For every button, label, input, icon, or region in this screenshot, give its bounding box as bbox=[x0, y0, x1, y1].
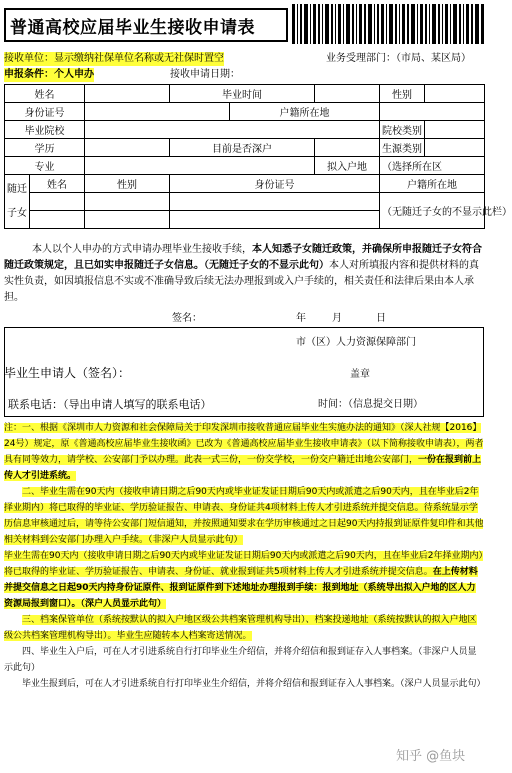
apply-date-label: 接收申请日期： bbox=[170, 69, 240, 80]
barcode-icon bbox=[292, 4, 484, 44]
watermark: 知乎 @鱼块 bbox=[396, 749, 466, 764]
child-id-label: 身份证号 bbox=[170, 175, 380, 193]
applicant-sign-label: 毕业生申请人（签名）： bbox=[4, 366, 131, 380]
school-label: 毕业院校 bbox=[5, 121, 85, 139]
target-label: 拟入户地 bbox=[315, 157, 380, 175]
children-label bbox=[5, 175, 30, 229]
declaration-part-2: 本人知悉子女随迁政策，并确保所申报随迁子女符合随迁政策规定，且已如实申报随迁子女信息。（无随迁子女的不显示此句） bbox=[4, 244, 482, 271]
id-label: 身份证号 bbox=[5, 103, 85, 121]
note-3-b: 在上传材料并提交信息之日起90天内持身份证原件、报到证原件到下述地址办理报到手续：报到地址（系统导出拟入户地的区人力资源局报到窗口）。（深户人员显示此句） bbox=[4, 567, 478, 609]
child-name-label: 姓名 bbox=[30, 175, 85, 193]
is-sz-value[interactable] bbox=[315, 139, 380, 157]
child-hint: （无随迁子女的不显示此栏） bbox=[380, 193, 485, 229]
gender-label: 性别 bbox=[380, 85, 425, 103]
gender-value[interactable] bbox=[425, 85, 485, 103]
major-value[interactable] bbox=[85, 157, 315, 175]
name-value[interactable] bbox=[85, 85, 170, 103]
note-5-a: 四、毕业生入户后，可在人才引进系统自行打印毕业生介绍信，并将介绍信和报到证存入人事档案。（非深户人员显示此句） bbox=[4, 647, 477, 673]
school-type-value[interactable] bbox=[425, 121, 485, 139]
huji-label: 户籍所在地 bbox=[230, 103, 380, 121]
note-2: 二、毕业生需在90天内（接收申请日期之后90天内或毕业证发证日期后90天内或派遣之后90天内，且在毕业后2年择业期内）将已取得的毕业证、学历验证报告、申请表、身份证共4项材料上传人才引进系统并提交信息。待系统显示学历信息审核通过后，请等待公安部门短信通知，并按照通知要求在学历审核通过之日起90天内持报到证原件复印件和其他相关材料到公安部门办理入户手续。（非深户人员显示此句） bbox=[4, 487, 484, 545]
degree-label: 学历 bbox=[5, 139, 85, 157]
note-4: 三、档案保管单位（系统按默认的拟入户地区级公共档案管理机构导出）、档案投递地址（系统按默认的拟入户地区级公共档案管理机构导出）。毕业生应随转本人档案寄送情况。 bbox=[4, 615, 477, 641]
major-label: 专业 bbox=[5, 157, 85, 175]
child-gender-label: 性别 bbox=[85, 175, 170, 193]
children-label-a: 随迁 bbox=[7, 183, 27, 195]
apply-condition: 申报条件：个人申办 bbox=[4, 69, 94, 80]
applicant-form-table bbox=[4, 84, 512, 229]
target-hint[interactable]: （选择所在区 bbox=[380, 157, 485, 175]
stamp-label: 盖章 bbox=[350, 369, 370, 380]
phone-label: 联系电话：（导出申请人填写的联系电话） bbox=[8, 398, 212, 411]
id-value[interactable] bbox=[85, 103, 230, 121]
notes-section bbox=[4, 420, 484, 692]
grad-time-value[interactable] bbox=[315, 85, 380, 103]
name-label: 姓名 bbox=[5, 85, 85, 103]
degree-value[interactable] bbox=[85, 139, 170, 157]
sign-day: 日 bbox=[376, 313, 386, 324]
sign-month: 月 bbox=[332, 313, 342, 324]
children-label-b: 子女 bbox=[7, 207, 27, 219]
note-5-b: 毕业生报到后，可在人才引进系统自行打印毕业生介绍信，并将介绍信和报到证存入人事档案。（深户人员显示此句） bbox=[22, 679, 486, 689]
school-type-label: 院校类别 bbox=[380, 121, 425, 139]
child-id-value[interactable] bbox=[170, 193, 380, 211]
school-value[interactable] bbox=[85, 121, 380, 139]
child-gender-value-2[interactable] bbox=[85, 211, 170, 229]
child-name-value[interactable] bbox=[30, 193, 85, 211]
declaration-text bbox=[4, 242, 484, 306]
dept-label: 业务受理部门：（市局、某区局） bbox=[326, 53, 471, 64]
is-sz-label: 目前是否深户 bbox=[170, 139, 315, 157]
child-id-value-2[interactable] bbox=[170, 211, 380, 229]
origin-type-value[interactable] bbox=[425, 139, 485, 157]
sign-year: 年 bbox=[296, 313, 306, 324]
receive-unit: 接收单位：显示缴纳社保单位名称或无社保时置空 bbox=[4, 53, 224, 64]
note-1-a: 注：一、根据《深圳市人力资源和社会保障局关于印发深圳市接收普通应届毕业生实施办法的通知》（深人社规【2016】24号）规定，原《普通高校应届毕业生接收函》已改为《普通高校应届毕业生接收申请表》（以下简称接收申请表），两者具有同等效力，请学校、公安部门予以办理。此表一式三份，一份交学校，一份交户籍迁出地公安部门， bbox=[4, 423, 484, 465]
child-gender-value[interactable] bbox=[85, 193, 170, 211]
bureau-label: 市（区）人力资源保障部门 bbox=[296, 337, 416, 348]
child-name-value-2[interactable] bbox=[30, 211, 85, 229]
page-title: 普通高校应届毕业生接收申请表 bbox=[10, 18, 255, 38]
grad-time-label: 毕业时间 bbox=[170, 85, 315, 103]
note-1-b: 一份在报到前上传人才引进系统。 bbox=[4, 455, 482, 481]
child-huji-label: 户籍所在地 bbox=[380, 175, 485, 193]
declaration-part-3: 本人对所填报内容和提供材料的真实性负责，如因填报信息不实或不准确导致后续无法办理报到或入户手续的，相关责任和法律后果由本人承担。 bbox=[4, 260, 479, 303]
huji-value[interactable] bbox=[380, 103, 485, 121]
origin-type-label: 生源类别 bbox=[380, 139, 425, 157]
declaration-part-1: 本人以个人申办的方式申请办理毕业生接收手续， bbox=[32, 244, 252, 255]
note-3-a: 毕业生需在90天内（接收申请日期之后90天内或毕业证发证日期后90天内或派遣之后90天内，且在毕业后2年择业期内）将已取得的毕业证、学历验证报告、申请表、身份证、就业报到证共5项材料上传人才引进系统并提交信息。 bbox=[4, 551, 484, 577]
submit-time-label: 时间：（信息提交日期） bbox=[318, 399, 423, 410]
sign-label: 签名： bbox=[172, 313, 202, 324]
